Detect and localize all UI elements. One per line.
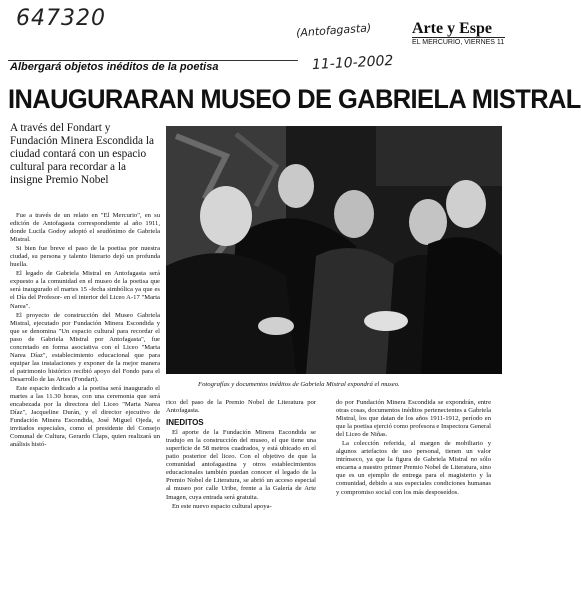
photo-illustration (166, 126, 502, 374)
photo-caption: Fotografías y documentos inéditos de Gabriela Mistral expondrá el museo. (198, 381, 400, 388)
section-title: Arte y Espe (412, 20, 492, 37)
body-column-1 (10, 212, 160, 450)
masthead-divider (412, 37, 505, 38)
news-photo (166, 126, 502, 374)
paragraph: El proyecto de construcción del Museo Gabriela Mistral, ejecutado por Fundación Minera Escondida y que se denomina "Un espacio cultural para recordar el paso de Gabriela Mistral por Antofagasta", fue concretado en forma asociativa con el Liceo "Marta Narea Díaz", establecimiento educacional que para equipar las instalaciones y exponer de la mejor manera el patrimonio histórico recibió apoyo del Fondo para el Desarrollo de las Artes (Fondart). (10, 311, 160, 383)
paragraph: El legado de Gabriela Mistral en Antofagasta será expuesto a la comunidad en el museo de la poetisa que será inaugurado el martes 15 -fecha simbólica ya que es el Día del Profesor- en el interior del Liceo A-17 "Marta Narea". (10, 270, 160, 310)
handwritten-number: 647320 (16, 6, 106, 31)
paragraph: Fue a través de un relato en "El Mercurio", en su edición de Antofagasta correspondiente al año 1911, donde Lucila Godoy adoptó el seudónimo de Gabriela Mistral. (10, 212, 160, 244)
paragraph: Si bien fue breve el paso de la poetisa por nuestra ciudad, su persona y talento literario dejó un profunda huella. (10, 245, 160, 269)
kicker: Albergará objetos inéditos de la poetisa (10, 61, 219, 73)
paragraph: rico del paso de la Premio Nobel de Literatura por Antofagasta. (166, 399, 316, 415)
paragraph: Este espacio dedicado a la poetisa será inaugurado el martes a las 11.30 horas, con una ceremonia que será encabezada por la directora del Liceo "Marta Narea Díaz", Jacqueline Durán, y el director ejecutivo de Fundación Minera Escondida, José Miguel Ojeda, e invitados especiales, como el presidente del Consejo Comunal de Cultura, Gerardo Claps, quien realizará un análisis histó- (10, 384, 160, 449)
headline: INAUGURARAN MUSEO DE GABRIELA MISTRAL (8, 84, 581, 114)
deck: A través del Fondart y Fundación Minera Escondida la ciudad contará con un espacio cultural para recordar a la insigne Premio Nobel (10, 122, 154, 186)
body-column-2 (166, 399, 316, 512)
paragraph: La colección referida, al margen de mobiliario y algunos artefactos de uso personal, tienen un valor intrínseco, ya que la figura de Gabriela Mistral no sólo encarna a nuestro primer Premio Nobel de Literatura, sino que es un ejemplo de entrega para el magisterio y la comunidad, debido a sus especiales condiciones humanas y compromiso social con los más desposeídos. (336, 440, 491, 496)
paper-dateline: EL MERCURIO, VIERNES 11 (412, 39, 505, 46)
paragraph: do por Fundación Minera Escondida se expondrán, entre otras cosas, documentos inéditos pertenecientes a Gabriela Mistral, los que datan de los años 1911-1912, período en que la poetisa ejerció como profesora e Inspectora General del Liceo de Niñas. (336, 399, 491, 439)
subhead: INEDITOS (166, 418, 204, 428)
body-column-3 (336, 399, 491, 498)
paragraph: En este nuevo espacio cultural apoya- (172, 502, 272, 510)
handwritten-city: (Antofagasta) (295, 21, 372, 40)
paragraph: El aporte de la Fundación Minera Escondida se tradujo en la construcción del museo, el que tiene una superficie de 58 metros cuadrados, y está ubicado en el patio posterior del liceo. Con el objetivo de que la comunidad antofagastina y otros establecimientos educacionales también puedan conocer el legado de la Premio Nobel de Literatura, se abrió un acceso especial al museo por calle Uribe, frente a la Galería de Arte Imagen, cuya entrada será gratuita. (166, 429, 316, 501)
handwritten-date: 11-10-2002 (311, 52, 394, 74)
